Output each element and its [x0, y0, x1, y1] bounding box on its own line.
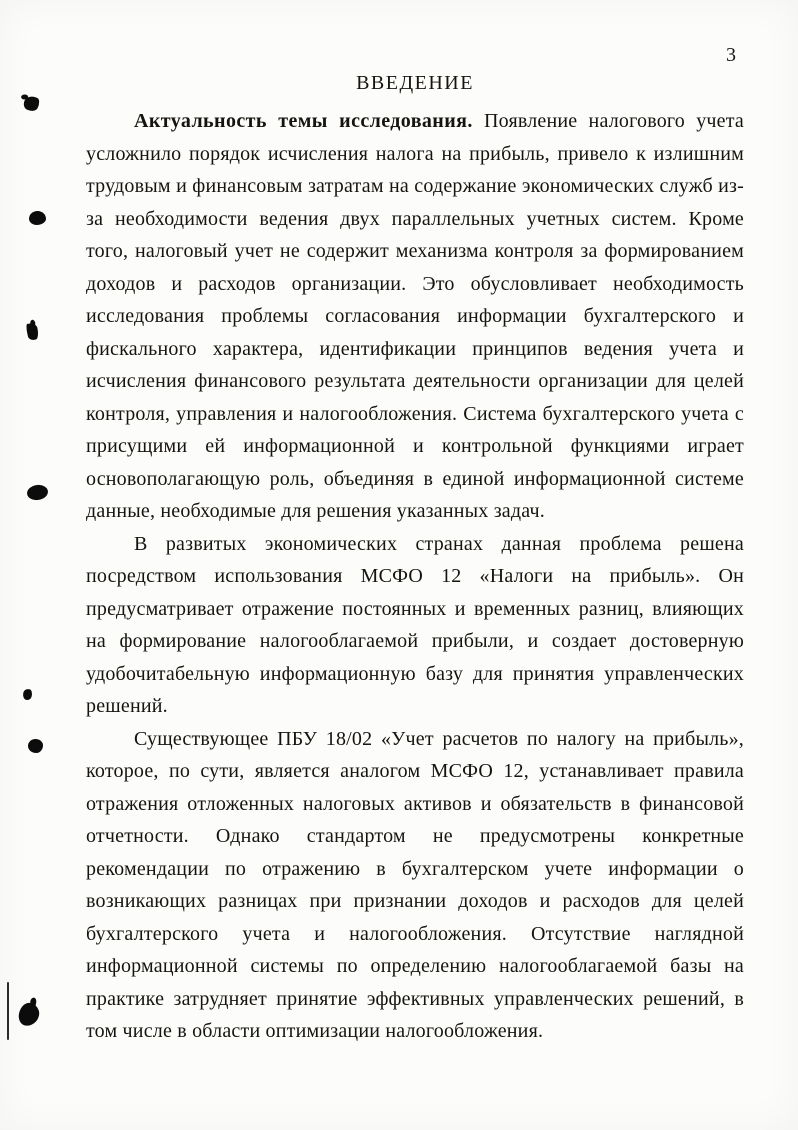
section-title: ВВЕДЕНИЕ — [356, 72, 474, 94]
paragraph-2: В развитых экономических странах данная проблема решена посредством использования МСФО 12 «Налоги на прибыль». Он предусматривает отражение постоянных и временных разниц, влияющих на формирование налогооблагаемой прибыли, и создает достоверную удобочитабельную информационную базу для принятия управленческих решений. — [86, 532, 744, 717]
paragraph-1 — [86, 105, 744, 528]
scan-ink-mark — [25, 322, 39, 341]
page-content — [86, 72, 744, 1048]
paragraph-1-text: Появление налогового учета усложнило порядок исчисления налога на прибыль, привело к излишним трудовым и финансовым затратам на содержание экономических служб из-за необходимости ведения двух параллельных учетных систем. Кроме того, налоговый учет не содержит механизма контроля за формированием доходов и расходов организации. Это обусловливает необходимость исследования проблемы согласования информации бухгалтерского и фискального характера, идентификации принципов ведения учета и исчисления финансового результата деятельности организации для целей контроля, управления и налогообложения. Система бухгалтерского учета с присущими ей информационной и контрольной функциями играет основополагающую роль, объединяя в единой информационной системе данные, необходимые для решения указанных задач. — [86, 110, 745, 522]
scan-ink-mark — [22, 688, 34, 701]
scan-ink-mark — [17, 1001, 41, 1027]
scan-edge-line — [7, 982, 9, 1040]
page-number: 3 — [726, 44, 736, 66]
paragraph-1-bold-lead: Актуальность темы исследования. — [134, 110, 473, 132]
scan-ink-mark — [29, 211, 46, 225]
paragraph-3: Существующее ПБУ 18/02 «Учет расчетов по налогу на прибыль», которое, по сути, является аналогом МСФО 12, устанавливает правила отражения отложенных налоговых активов и обязательств в финансовой отчетности. Однако стандартом не предусмотрены конкретные рекомендации по отражению в бухгалтерском учете информации о возникающих разницах при признании доходов и расходов для целей бухгалтерского учета и налогообложения. Отсутствие наглядной информационной системы по определению налогооблагаемой базы на практике затрудняет принятие эффективных управленческих решений, в том числе в области оптимизации налогообложения. — [86, 727, 744, 1042]
scan-ink-mark — [26, 484, 49, 502]
scan-ink-mark — [22, 94, 42, 114]
scan-ink-mark — [28, 739, 43, 753]
